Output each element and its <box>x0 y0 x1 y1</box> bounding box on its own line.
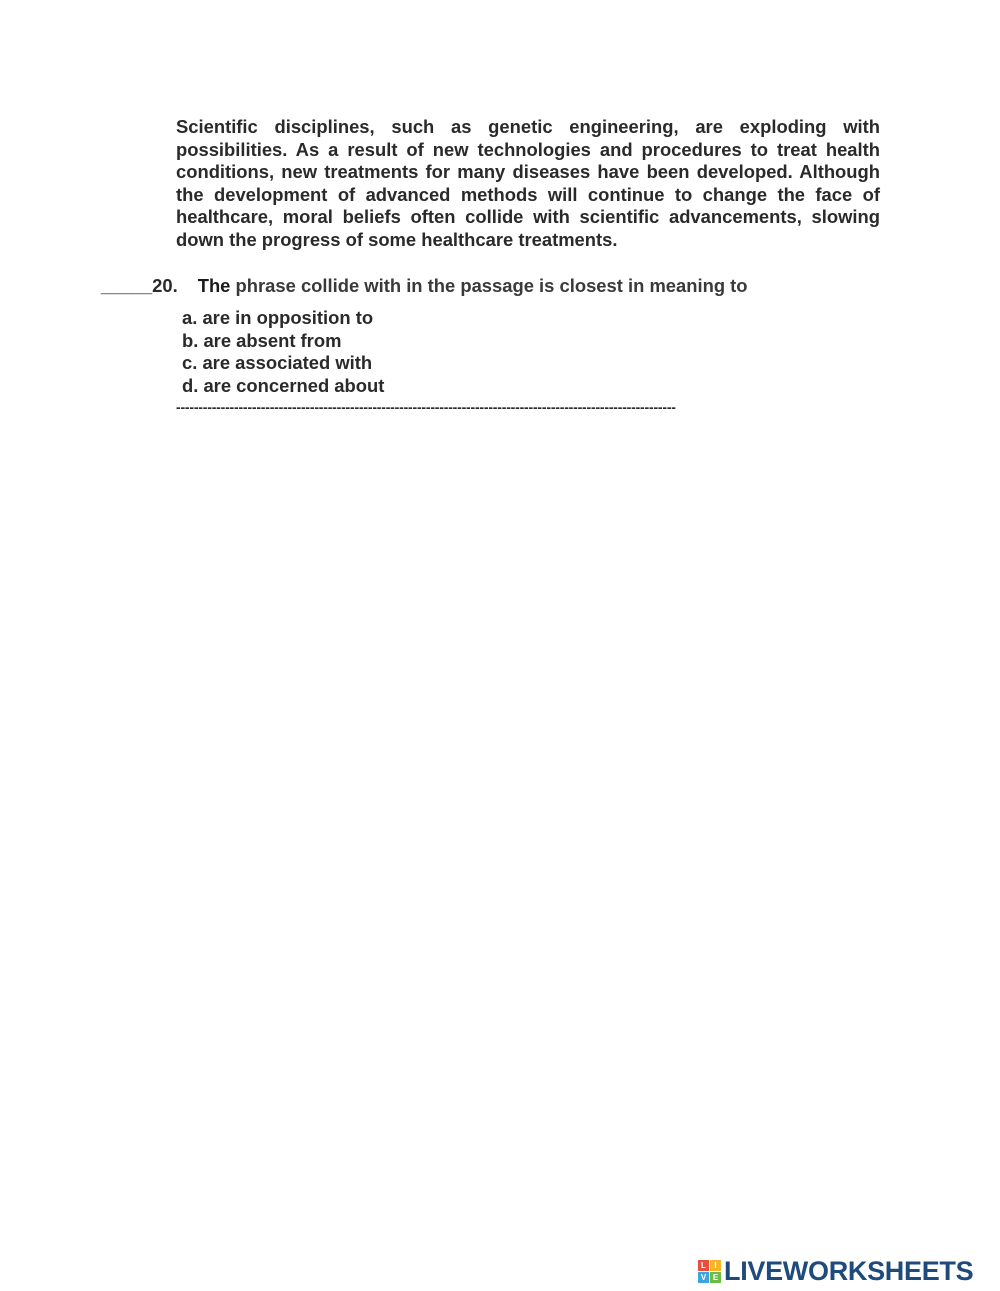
brand-wordmark: LIVEWORKSHEETS <box>724 1256 974 1286</box>
logo-tile-v: V <box>698 1272 709 1283</box>
logo-tile-i: I <box>710 1260 721 1271</box>
section-divider: ---------------------------------------------------------------------------------------------------------------- <box>176 399 676 415</box>
option-a: a. are in opposition to <box>182 307 374 328</box>
option-d: d. are concerned about <box>182 374 385 396</box>
logo-tile-l: L <box>698 1260 709 1271</box>
answer-options <box>182 307 384 397</box>
liveworksheets-logo-icon <box>698 1260 721 1283</box>
reading-passage: Scientific disciplines, such as genetic engineering, are exploding with possibilities. As a result of new technologies and procedures to treat health conditions, new treatments for many diseases have been developed. Although the development of advanced methods will continue to change the face of healthcare, moral beliefs often collide with scientific advancements, slowing down the progress of some healthcare treatments. <box>176 116 880 250</box>
question-lead-word: The <box>197 275 231 296</box>
answer-blank[interactable]: _____ <box>101 275 153 296</box>
question-20 <box>101 274 901 298</box>
option-c: c. are associated with <box>182 352 373 374</box>
question-number: 20. <box>152 275 178 296</box>
option-b: b. are absent from <box>182 329 342 351</box>
logo-tile-e: E <box>710 1272 721 1283</box>
liveworksheets-brand <box>698 1256 973 1286</box>
question-text: phrase collide with in the passage is closest in meaning to <box>230 275 748 296</box>
